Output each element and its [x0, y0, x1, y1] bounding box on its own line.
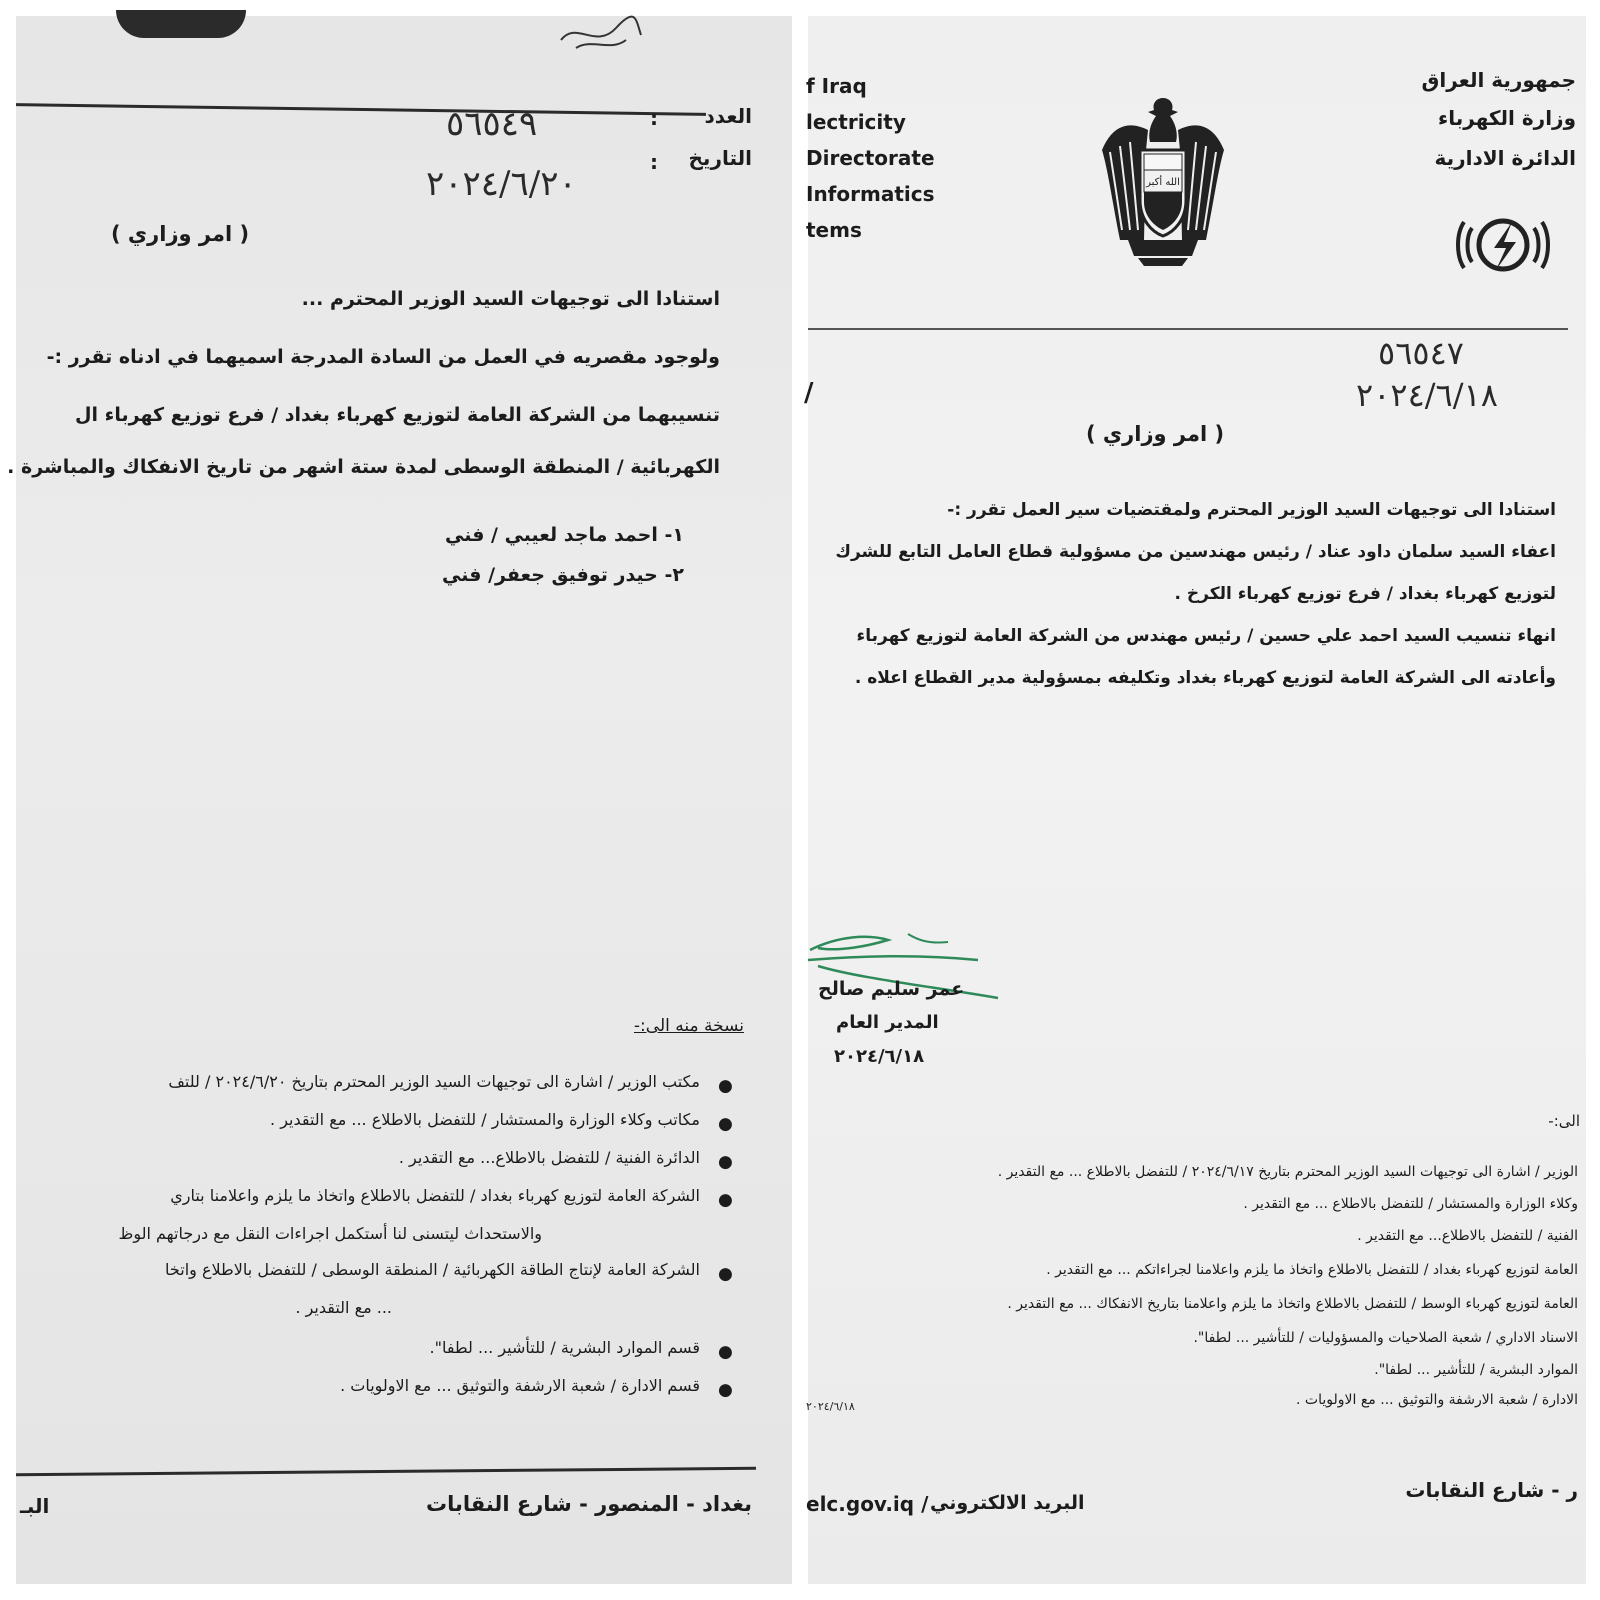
bullet: ● [718, 1380, 733, 1400]
header-en-line-1: f Iraq [806, 74, 867, 98]
date-value: ٢٠٢٤/٦/٢٠ [426, 164, 577, 204]
header-en-line-5: tems [806, 218, 862, 242]
header-en-line-4: Informatics [806, 182, 935, 206]
copy-item-5-cont: ... مع التقدير . [295, 1298, 392, 1317]
bullet: ● [718, 1190, 733, 1210]
right-document-page [804, 16, 1586, 1584]
footer-email: elc.gov.iq / [806, 1492, 929, 1516]
bullet: ● [718, 1264, 733, 1284]
bullet: ● [718, 1342, 733, 1362]
copy-item-5: العامة لتوزيع كهرباء الوسط / للتفضل بالاطلاع واتخاذ ما يلزم واعلامنا بتاريخ الانفكاك ... مع التقدير . [1007, 1296, 1578, 1312]
body-line-5: وأعادته الى الشركة العامة لتوزيع كهرباء بغداد وتكليفه بمسؤولية مدير القطاع اعلاه . [854, 668, 1556, 688]
header-divider [16, 103, 706, 116]
handwritten-signature [808, 926, 1008, 1016]
emblem-text: الله أكبر [1146, 177, 1180, 188]
body-line-3: تنسيبهما من الشركة العامة لتوزيع كهرباء بغداد / فرع توزيع كهرباء ال [75, 404, 720, 426]
left-document-page [7, 16, 792, 1584]
copy-item-5: الشركة العامة لإنتاج الطاقة الكهربائية / المنطقة الوسطى / للتفضل بالاطلاع واتخا [165, 1260, 700, 1279]
order-title: ( امر وزاري ) [111, 222, 250, 246]
body-line-4: انهاء تنسيب السيد احمد علي حسين / رئيس مهندس من الشركة العامة لتوزيع كهرباء [856, 626, 1556, 646]
footer-address: ر - شارع النقابات [1405, 1478, 1578, 1502]
signatory-title: المدير العام [836, 1012, 939, 1033]
footer-edge-text: البـ [20, 1494, 50, 1518]
copy-item-4-cont: والاستحداث ليتسنى لنا أستكمل اجراءات النقل مع درجاتهم الوظ [118, 1224, 542, 1243]
stamp-seal-partial [116, 10, 246, 38]
copy-item-3: الدائرة الفنية / للتفضل بالاطلاع... مع التقدير . [398, 1148, 700, 1167]
number-value: ٥٦٥٤٧ [1378, 334, 1464, 372]
copy-heading: نسخة منه الى:- [633, 1016, 744, 1036]
copy-item-8: الادارة / شعبة الارشفة والتوثيق ... مع الاولويات . [1296, 1392, 1578, 1408]
number-colon: : [650, 106, 658, 130]
header-en-line-3: Directorate [806, 146, 935, 170]
body-line-2: ولوجود مقصريه في العمل من السادة المدرجة اسميهما في ادناه تقرر :- [46, 346, 720, 368]
copy-item-3: الفنية / للتفضل بالاطلاع... مع التقدير . [1357, 1228, 1578, 1244]
copy-item-7: الموارد البشرية / للتأشير ... لطفا". [1374, 1362, 1578, 1378]
margin-date: ٢٠٢٤/٦/١٨ [806, 1400, 855, 1413]
number-value: ٥٦٥٤٩ [446, 104, 538, 144]
signature-date: ٢٠٢٤/٦/١٨ [834, 1046, 925, 1067]
copy-item-7: قسم الادارة / شعبة الارشفة والتوثيق ... مع الاولويات . [340, 1376, 700, 1395]
header-ar-country: جمهورية العراق [1421, 68, 1576, 92]
copy-item-4: العامة لتوزيع كهرباء بغداد / للتفضل بالاطلاع واتخاذ ما يلزم واعلامنا لجراءاتكم ... مع التقدير . [1046, 1262, 1578, 1278]
date-colon: : [650, 150, 658, 174]
bullet: ● [718, 1076, 733, 1096]
name-item-2: ٢- حيدر توفيق جعفر/ فني [442, 564, 684, 586]
electricity-ministry-logo-icon [1458, 204, 1548, 286]
footer-email-label: البريد الالكتروني [930, 1492, 1085, 1514]
slash-mark: / [804, 378, 814, 408]
bullet: ● [718, 1114, 733, 1134]
number-label: العدد [704, 104, 752, 128]
name-item-1: ١- احمد ماجد لعيبي / فني [444, 524, 684, 546]
copy-item-1: مكتب الوزير / اشارة الى توجيهات السيد الوزير المحترم بتاريخ ٢٠٢٤/٦/٢٠ / للتف [168, 1072, 700, 1091]
copy-item-6: قسم الموارد البشرية / للتأشير ... لطفا". [429, 1338, 700, 1357]
footer-address: بغداد - المنصور - شارع النقابات [425, 1492, 752, 1516]
copy-item-6: الاسناد الاداري / شعبة الصلاحيات والمسؤوليات / للتأشير ... لطفا". [1193, 1330, 1578, 1346]
date-label: التاريخ [688, 146, 752, 170]
header-divider [808, 328, 1568, 330]
header-en-line-2: lectricity [806, 110, 906, 134]
body-line-1: استنادا الى توجيهات السيد الوزير المحترم ولمقتضيات سير العمل تقرر :- [947, 500, 1556, 520]
body-line-1: استنادا الى توجيهات السيد الوزير المحترم ... [301, 288, 720, 310]
header-ar-directorate: الدائرة الادارية [1434, 146, 1576, 170]
body-line-3: لتوزيع كهرباء بغداد / فرع توزيع كهرباء الكرخ . [1174, 584, 1556, 604]
body-line-2: اعفاء السيد سلمان داود عناد / رئيس مهندسين من مسؤولية قطاع العامل التابع للشرك [835, 542, 1556, 562]
copy-item-2: وكلاء الوزارة والمستشار / للتفضل بالاطلاع ... مع التقدير . [1243, 1196, 1578, 1212]
bullet: ● [718, 1152, 733, 1172]
copy-item-2: مكاتب وكلاء الوزارة والمستشار / للتفضل بالاطلاع ... مع التقدير . [270, 1110, 700, 1129]
copy-item-4: الشركة العامة لتوزيع كهرباء بغداد / للتفضل بالاطلاع واتخاذ ما يلزم واعلامنا بتاري [170, 1186, 700, 1205]
body-line-4: الكهربائية / المنطقة الوسطى لمدة ستة اشهر من تاريخ الانفكاك والمباشرة . [7, 456, 720, 478]
date-value: ٢٠٢٤/٦/١٨ [1356, 376, 1498, 414]
copy-item-1: الوزير / اشارة الى توجيهات السيد الوزير المحترم بتاريخ ٢٠٢٤/٦/١٧ / للتفضل بالاطلاع ... مع التقدير . [997, 1164, 1578, 1180]
signatory-name: عمر سليم صالح [818, 978, 965, 1000]
copy-heading: الى:- [1548, 1112, 1580, 1130]
order-title: ( امر وزاري ) [1086, 422, 1225, 446]
header-ar-ministry: وزارة الكهرباء [1438, 106, 1576, 130]
footer-divider [16, 1467, 756, 1476]
handwritten-mark [556, 10, 646, 54]
iraq-eagle-emblem-icon [1098, 90, 1228, 268]
